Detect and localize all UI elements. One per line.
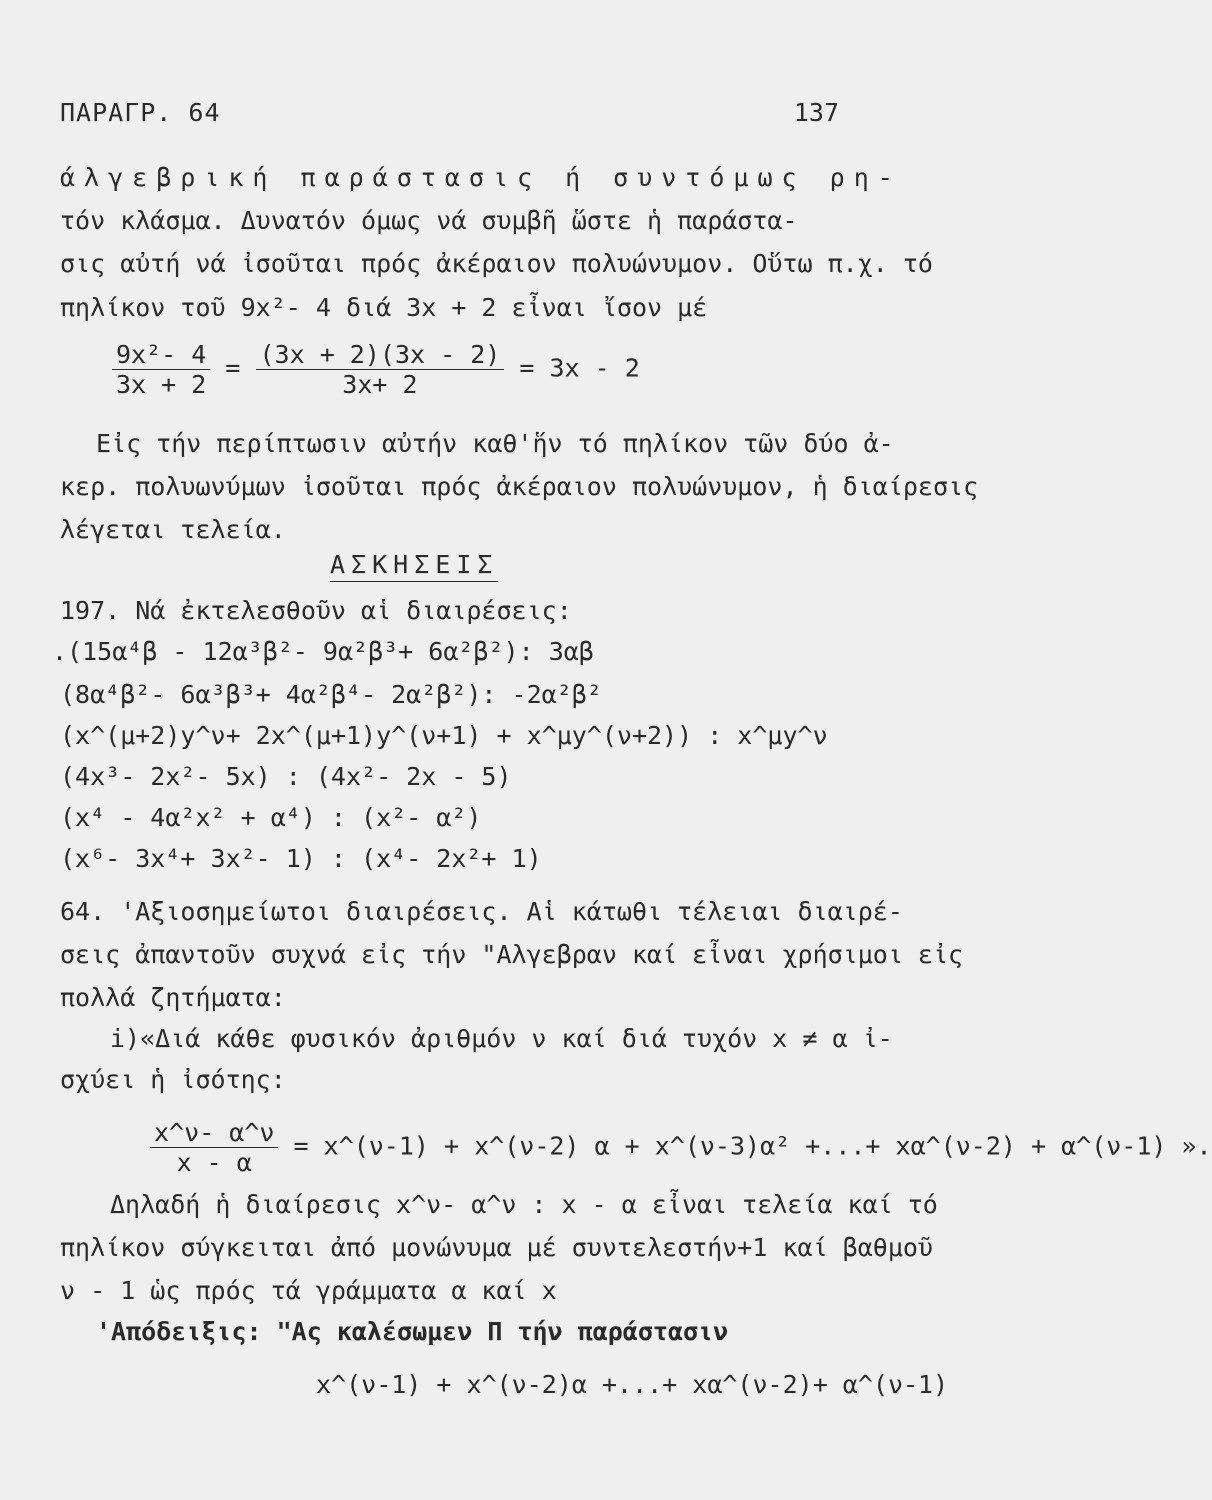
fraction xyxy=(256,340,505,399)
equation-2 xyxy=(150,1118,1212,1177)
text-line: πολλά ζητήματα: xyxy=(60,983,286,1012)
text-line: πηλίκον σύγκειται ἀπό μονώνυμα μέ συντελεστήν+1 καί βαθμοῦ xyxy=(60,1233,933,1262)
text-line: i)«Διά κάθε φυσικόν ἀριθμόν ν καί διά τυχόν x ≠ α ἰ- xyxy=(110,1024,893,1053)
text-line: σχύει ἡ ἰσότης: xyxy=(60,1065,286,1094)
division-item: (x⁶- 3x⁴+ 3x²- 1) : (x⁴- 2x²+ 1) xyxy=(60,844,542,873)
text-line: Εἰς τήν περίπτωσιν αὐτήν καθ'ἥν τό πηλίκον τῶν δύο ἀ- xyxy=(96,429,894,458)
text-line: Δηλαδή ἡ διαίρεσις x^ν- α^ν : x - α εἶναι τελεία καί τό xyxy=(110,1190,938,1219)
division-item: (x⁴ - 4α²x² + α⁴) : (x²- α²) xyxy=(60,803,482,832)
exercise-number: 197. Νά ἐκτελεσθοῦν αἱ διαιρέσεις: xyxy=(60,596,572,625)
proof-label: 'Απόδειξις: "Ας καλέσωμεν Π τήν παράστασιν xyxy=(96,1317,729,1346)
division-item: (8α⁴β²- 6α³β³+ 4α²β⁴- 2α²β²): -2α²β² xyxy=(60,680,602,709)
equals-sign: = xyxy=(225,353,241,383)
text-line: λέγεται τελεία. xyxy=(60,515,286,544)
numerator: 9x²- 4 xyxy=(112,340,210,370)
result: = 3x - 2 xyxy=(519,353,640,383)
division-item: .(15α⁴β - 12α³β²- 9α²β³+ 6α²β²): 3αβ xyxy=(52,637,594,666)
equation-1 xyxy=(112,340,640,399)
numerator: (3x + 2)(3x - 2) xyxy=(256,340,505,370)
text-line: τόν κλάσμα. Δυνατόν όμως νά συμβῆ ὥστε ἡ παράστα- xyxy=(60,206,798,235)
expansion: = x^(ν-1) + x^(ν-2) α + x^(ν-3)α² +...+ xα^(ν-2) + α^(ν-1) ». xyxy=(293,1131,1212,1161)
fraction xyxy=(112,340,210,399)
text-line: 64. 'Αξιοσημείωτοι διαιρέσεις. Αἱ κάτωθι τέλειαι διαιρέ- xyxy=(60,897,903,926)
denominator: x - α xyxy=(176,1148,252,1177)
division-item: (4x³- 2x²- 5x) : (4x²- 2x - 5) xyxy=(60,762,512,791)
text-line: σεις ἀπαντοῦν συχνά εἰς τήν "Αλγεβραν καί εἶναι χρήσιμοι εἰς xyxy=(60,940,964,969)
page-header xyxy=(60,98,839,132)
text-line: πηλίκον τοῦ 9x²- 4 διά 3x + 2 εἶναι ἴσον μέ xyxy=(60,293,708,322)
text-line: άλγεβρική παράστασις ή συντόμως ρη- xyxy=(60,163,902,192)
text-line: κερ. πολυωνύμων ἰσοῦται πρός ἀκέραιον πολυώνυμον, ἡ διαίρεσις xyxy=(60,472,979,501)
fraction xyxy=(150,1118,278,1177)
division-item: (x^(μ+2)y^ν+ 2x^(μ+1)y^(ν+1) + x^μy^(ν+2)) : x^μy^ν xyxy=(60,721,828,750)
section-label: ΠΑΡΑΓΡ. 64 xyxy=(60,98,221,127)
denominator: 3x+ 2 xyxy=(342,370,418,399)
text-line: σις αὐτή νά ἰσοῦται πρός ἀκέραιον πολυώνυμον. Οὕτω π.χ. τό xyxy=(60,249,933,278)
denominator: 3x + 2 xyxy=(116,370,207,399)
text-line: ν - 1 ὡς πρός τά γράμματα α καί x xyxy=(60,1276,557,1305)
exercises-heading: ΑΣΚΗΣΕΙΣ xyxy=(330,550,498,582)
equation-3: x^(ν-1) + x^(ν-2)α +...+ xα^(ν-2)+ α^(ν-1) xyxy=(316,1370,949,1399)
numerator: x^ν- α^ν xyxy=(150,1118,278,1148)
page-number: 137 xyxy=(793,98,839,127)
